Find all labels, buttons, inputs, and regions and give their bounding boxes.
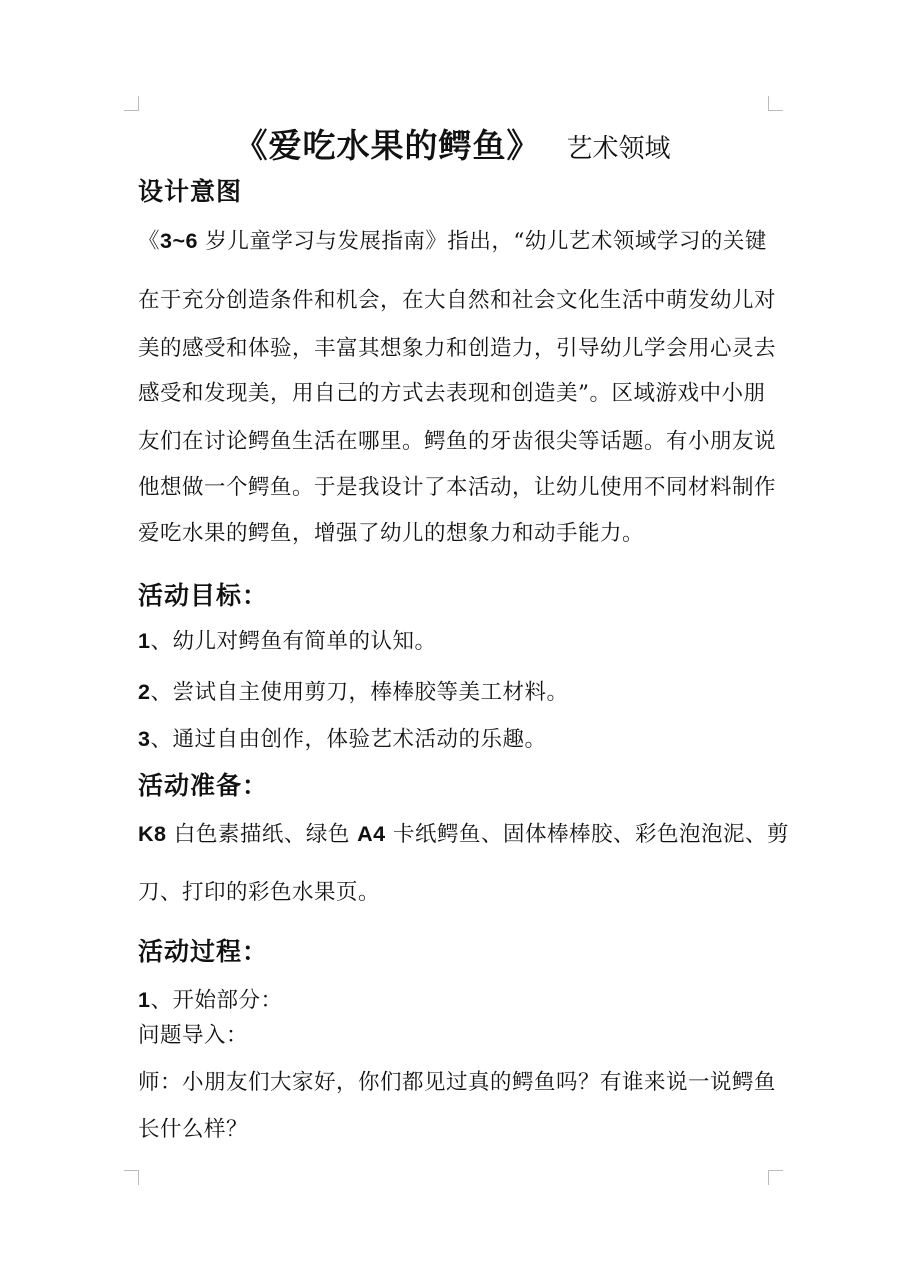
process-line-1: 师：小朋友们大家好，你们都见过真的鳄鱼吗？有谁来说一说鳄鱼: [138, 1070, 777, 1095]
intent-line-5: 友们在讨论鳄鱼生活在哪里。鳄鱼的牙齿很尖等话题。有小朋友说: [138, 429, 777, 454]
goal-item-3-num: 3: [138, 727, 151, 751]
prep-line-1: [138, 817, 789, 848]
heading-preparation: 活动准备：: [138, 771, 269, 800]
intent-line-2: 在于充分创造条件和机会，在大自然和社会文化生活中萌发幼儿对: [138, 288, 777, 313]
process-line-2: 长什么样？: [138, 1117, 249, 1142]
goal-item-1-text: 、幼儿对鳄鱼有简单的认知。: [150, 629, 437, 654]
crop-mark-bottom-left: [124, 1170, 139, 1185]
intent-line-6: 他想做一个鳄鱼。于是我设计了本活动，让幼儿使用不同材料制作: [138, 475, 777, 500]
goal-item-1: [138, 624, 436, 655]
process-sub-heading: 问题导入：: [138, 1023, 249, 1048]
intent-line-1-pre: 《: [138, 229, 161, 254]
title-main: 《爱吃水果的鳄鱼》: [234, 126, 541, 165]
goal-item-2-num: 2: [138, 680, 151, 704]
intent-line-3: 美的感受和体验，丰富其想象力和创造力，引导幼儿学会用心灵去: [138, 336, 777, 361]
intent-line-1-num: 3~6: [160, 229, 198, 253]
title-domain: 艺术领域: [566, 134, 671, 164]
goal-item-3: [138, 722, 546, 753]
goal-item-2-text: 、尝试自主使用剪刀，棒棒胶等美工材料。: [150, 680, 569, 705]
document-title: [0, 120, 905, 167]
intent-line-1-post: 岁儿童学习与发展指南》指出，“幼儿艺术领域学习的关键: [198, 229, 767, 254]
process-step-1-num: 1: [138, 988, 151, 1012]
heading-design-intent: 设计意图: [138, 177, 243, 206]
prep-line-1-b: 白色素描纸、绿色: [166, 822, 358, 847]
goal-item-3-text: 、通过自由创作，体验艺术活动的乐趣。: [150, 727, 547, 752]
process-step-1-text: 、开始部分：: [150, 988, 283, 1013]
prep-line-2: 刀、打印的彩色水果页。: [138, 880, 381, 905]
heading-process: 活动过程：: [138, 937, 269, 966]
intent-line-7: 爱吃水果的鳄鱼，增强了幼儿的想象力和动手能力。: [138, 521, 645, 546]
process-step-1: [138, 983, 282, 1014]
prep-line-1-a: K8: [138, 822, 167, 846]
intent-line-4: 感受和发现美，用自己的方式去表现和创造美”。区域游戏中小朋: [138, 381, 766, 406]
heading-goals: 活动目标：: [138, 581, 269, 610]
goal-item-2: [138, 675, 568, 706]
goal-item-1-num: 1: [138, 629, 151, 653]
prep-line-1-c: A4: [357, 822, 386, 846]
crop-mark-top-left: [124, 96, 139, 111]
crop-mark-top-right: [768, 96, 783, 111]
crop-mark-bottom-right: [768, 1170, 783, 1185]
intent-line-1: [138, 224, 767, 255]
prep-line-1-d: 卡纸鳄鱼、固体棒棒胶、彩色泡泡泥、剪: [385, 822, 789, 847]
